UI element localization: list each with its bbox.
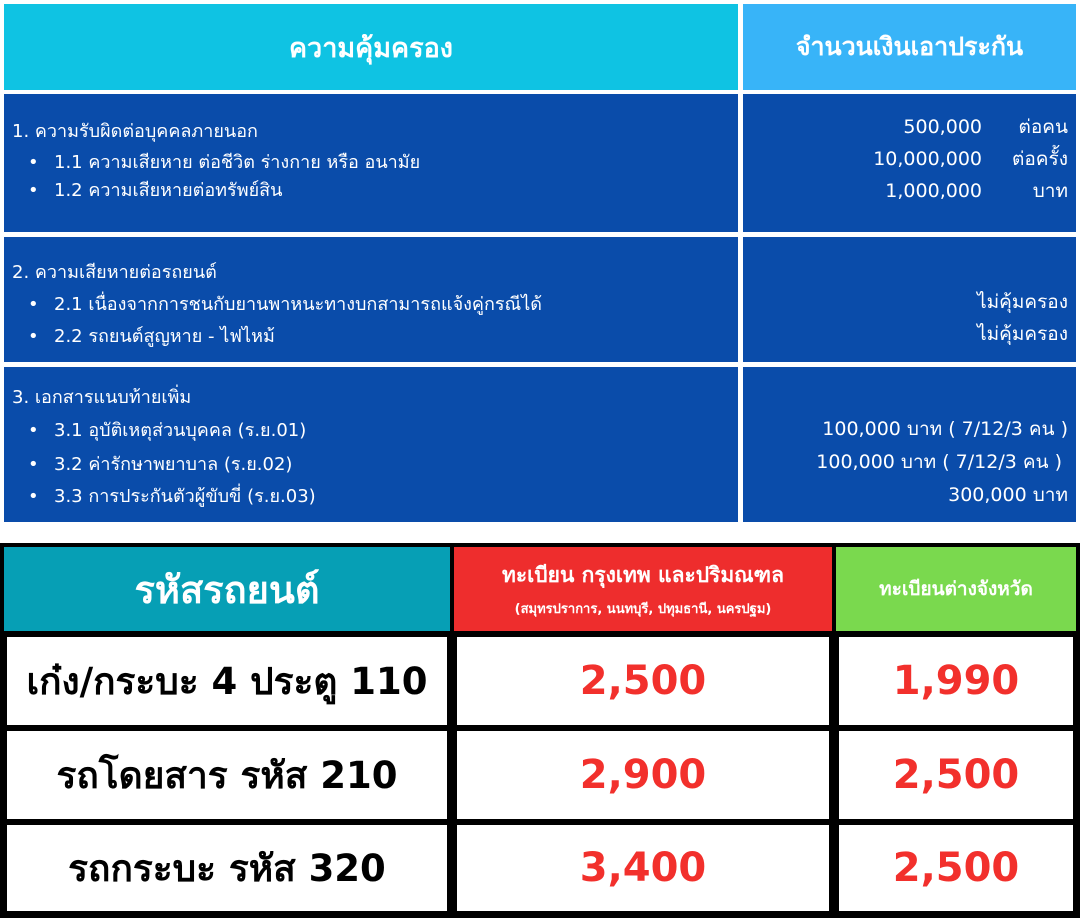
section-1-coverage xyxy=(4,94,738,232)
bangkok-price: 2,900 xyxy=(579,752,707,798)
value-unit: บาท xyxy=(1032,180,1068,202)
bangkok-price: 3,400 xyxy=(579,845,707,891)
sum-insured-header xyxy=(743,4,1076,90)
bangkok-price: 2,500 xyxy=(579,658,707,704)
price-row-1-code xyxy=(4,634,450,728)
section-2-value-1: ไม่คุ้มครอง xyxy=(977,291,1068,313)
section-2-values xyxy=(743,237,1076,362)
section-3-item-1: • 3.1 อุบัติเหตุส่วนบุคคล (ร.ย.01) xyxy=(28,415,306,444)
bangkok-header-sub: (สมุทรปราการ, นนทบุรี, ปทุมธานี, นครปฐม) xyxy=(514,602,772,617)
price-row-3-bangkok xyxy=(454,822,832,914)
section-3-item-3: • 3.3 การประกันตัวผู้ขับขี่ (ร.ย.03) xyxy=(28,481,316,510)
value-unit: ต่อครั้ง xyxy=(1012,148,1068,170)
coverage-header xyxy=(4,4,738,90)
section-2-coverage xyxy=(4,237,738,362)
price-row-1-bangkok xyxy=(454,634,832,728)
value-amount: 10,000,000 xyxy=(873,148,982,170)
section-1-item-2: • 1.2 ความเสียหายต่อทรัพย์สิน xyxy=(28,175,282,204)
section-3-title: 3. เอกสารแนบท้ายเพิ่ม xyxy=(12,387,192,408)
value-amount: 1,000,000 xyxy=(885,180,982,202)
section-1-values xyxy=(743,94,1076,232)
sum-insured-header-label: จำนวนเงินเอาประกัน xyxy=(795,32,1024,61)
value-unit: ต่อคน xyxy=(1018,116,1068,138)
price-row-2-province xyxy=(836,728,1076,822)
value-amount: 500,000 xyxy=(903,116,982,138)
bangkok-header xyxy=(454,547,832,631)
car-code-header xyxy=(4,547,450,631)
car-code-label: รถกระบะ รหัส 320 xyxy=(68,846,386,890)
price-row-3-province xyxy=(836,822,1076,914)
section-1-value-1 xyxy=(903,112,1068,142)
car-code-header-label: รหัสรถยนต์ xyxy=(134,567,320,612)
section-2-item-1: • 2.1 เนื่องจากการชนกับยานพาหนะทางบกสามารถแจ้งคู่กรณีได้ xyxy=(28,289,542,318)
section-3-values xyxy=(743,367,1076,522)
province-header-label: ทะเบียนต่างจังหวัด xyxy=(879,578,1033,600)
price-row-1-province xyxy=(836,634,1076,728)
section-1-value-3 xyxy=(885,176,1068,206)
province-price: 2,500 xyxy=(892,845,1020,891)
price-row-2-bangkok xyxy=(454,728,832,822)
section-1-value-2 xyxy=(873,144,1068,174)
bangkok-header-label: ทะเบียน กรุงเทพ และปริมณฑล xyxy=(502,563,784,587)
province-price: 1,990 xyxy=(892,658,1020,704)
price-row-3-code xyxy=(4,822,450,914)
car-code-label: รถโดยสาร รหัส 210 xyxy=(56,753,398,797)
province-header xyxy=(836,547,1076,631)
section-3-item-2: • 3.2 ค่ารักษาพยาบาล (ร.ย.02) xyxy=(28,449,292,478)
section-3-value-1: 100,000 บาท ( 7/12/3 คน ) xyxy=(822,418,1068,440)
section-2-value-2: ไม่คุ้มครอง xyxy=(977,323,1068,345)
section-3-value-3: 300,000 บาท xyxy=(948,484,1068,506)
section-2-title: 2. ความเสียหายต่อรถยนต์ xyxy=(12,262,217,283)
section-3-coverage xyxy=(4,367,738,522)
section-1-item-1: • 1.1 ความเสียหาย ต่อชีวิต ร่างกาย หรือ อนามัย xyxy=(28,147,420,176)
section-3-value-2: 100,000 บาท ( 7/12/3 คน ) xyxy=(816,451,1062,473)
car-code-label: เก๋ง/กระบะ 4 ประตู 110 xyxy=(26,659,428,703)
province-price: 2,500 xyxy=(892,752,1020,798)
section-2-item-2: • 2.2 รถยนต์สูญหาย - ไฟไหม้ xyxy=(28,321,275,350)
price-row-2-code xyxy=(4,728,450,822)
section-1-title: 1. ความรับผิดต่อบุคคลภายนอก xyxy=(12,121,258,142)
coverage-header-label: ความคุ้มครอง xyxy=(288,32,453,64)
